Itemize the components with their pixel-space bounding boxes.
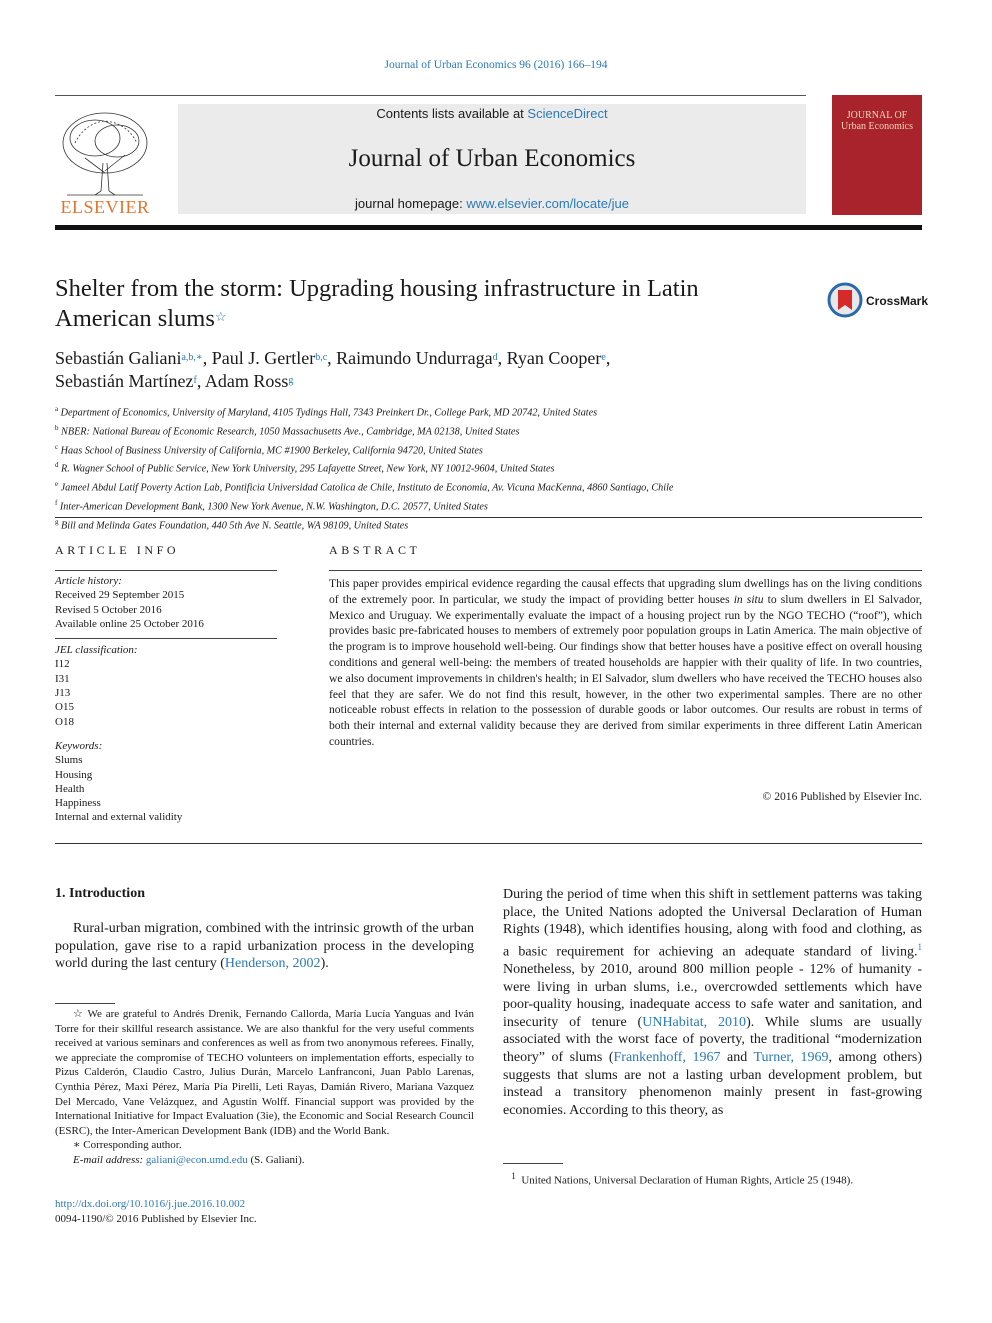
homepage-link[interactable]: www.elsevier.com/locate/jue	[466, 196, 629, 211]
jel-code: J13	[55, 687, 71, 700]
citation-link[interactable]: Turner, 1969	[753, 1050, 829, 1065]
author-name[interactable]: Raimundo Undurraga	[336, 348, 493, 368]
crossmark-icon[interactable]	[827, 282, 863, 318]
affiliation-key: e	[55, 480, 59, 489]
author-affiliation-mark[interactable]: g	[288, 375, 294, 386]
author-name[interactable]: Sebastián Galiani	[55, 348, 182, 368]
doi-block	[55, 1197, 257, 1226]
email-link[interactable]: galiani@econ.umd.edu	[145, 1153, 248, 1166]
footnote-rule	[503, 1163, 563, 1164]
journal-name: Journal of Urban Economics	[348, 145, 636, 172]
article-info-heading: ARTICLE INFO	[55, 543, 180, 557]
affiliation-text: R. Wagner School of Public Service, New York University, 295 Lafayette Street, New York, NY 10012-9604, United States	[61, 463, 555, 475]
affiliation-key: c	[55, 442, 59, 451]
affiliation-row	[55, 421, 925, 440]
keywords-label: Keywords:	[55, 739, 103, 752]
crossmark-label[interactable]: CrossMark	[866, 294, 929, 308]
author-affiliation-mark[interactable]: e	[601, 352, 606, 363]
author-affiliation-mark[interactable]: f	[193, 375, 197, 386]
affiliation-key: b	[55, 423, 59, 432]
homepage-line: journal homepage: www.elsevier.com/locate/jue	[355, 196, 629, 211]
divider	[55, 517, 922, 518]
publisher-logo: ELSEVIER	[60, 197, 150, 217]
affiliation-text: Department of Economics, University of Maryland, 4105 Tydings Hall, 7343 Preinkert Dr., College Park, MD 20742, United States	[60, 407, 598, 419]
affiliation-key: a	[55, 405, 59, 413]
sciencedirect-link[interactable]: ScienceDirect	[527, 106, 608, 121]
abstract-heading: ABSTRACT	[329, 543, 421, 557]
acknowledgement-footnote: ☆ We are grateful to Andrés Drenik, Fernando Callorda, María Lucía Yanguas and Iván Torre for their skillful research assistance. We are also thankful for the very useful comments received at various seminars and conferences as well as from two anonymous referees. Finally, we appreciate the compromise of TECHO volunteers on implementation efforts, especially to Pizus Calderón, Claudio Castro, Julius Durán, Marcelo Lanfranconi, Juan Pablo Larenas, Cynthia Pérez, Maxi Pérez, María Pía Pirelli, Leti Rayas, Damián Rivero, Mariana Vazquez Del Mercado, Vane Velázquez, and Agustín Wolff. Financial support was provided by the International Initiative for Impact Evaluation (3ie), the Economic and Social Research Council (ESRC), the Inter-American Development Bank (IDB) and the World Bank.	[55, 1008, 474, 1137]
affiliation-text: NBER: National Bureau of Economic Research, 1050 Massachusetts Ave., Cambridge, MA 02138, United States	[61, 426, 520, 438]
doi-link[interactable]: http://dx.doi.org/10.1016/j.jue.2016.10.002	[55, 1198, 246, 1210]
author-name[interactable]: Adam Ross	[204, 371, 289, 391]
affiliation-text: Jameel Abdul Latif Poverty Action Lab, Pontificia Universidad Catolica de Chile, Instituto de Economia, Av. Vicuna MacKenna, 4860 Santiago, Chile	[60, 482, 674, 494]
header-divider	[55, 95, 806, 96]
journal-cover-title: JOURNAL OF Urban Economics	[841, 110, 913, 132]
affiliation-key: d	[55, 461, 59, 470]
email-line: E-mail address: galiani@econ.umd.edu (S. Galiani).	[73, 1153, 305, 1166]
affiliation-text: Bill and Melinda Gates Foundation, 440 5th Ave N. Seattle, WA 98109, United States	[61, 520, 409, 532]
author-separator: ,	[196, 371, 205, 391]
history-item: Revised 5 October 2016	[55, 603, 162, 616]
corresponding-author-note: ∗ Corresponding author.	[73, 1139, 182, 1152]
footnote-1: $^1$ United Nations, Universal Declaration of Human Rights, Article 25 (1948).	[511, 1171, 854, 1187]
jel-code: I12	[55, 658, 70, 671]
author-separator: ,	[202, 348, 212, 368]
jel-list	[55, 657, 280, 728]
journal-citation[interactable]: Journal of Urban Economics 96 (2016) 166–194	[384, 59, 608, 71]
affiliation-row	[55, 440, 925, 459]
history-list	[55, 588, 280, 631]
author-separator: ,	[327, 348, 337, 368]
jel-code: O18	[55, 715, 74, 728]
citation-link[interactable]: UNHabitat, 2010	[642, 1014, 747, 1030]
affiliation-row	[55, 496, 925, 515]
history-item: Available online 25 October 2016	[55, 617, 204, 630]
affiliation-row	[55, 458, 925, 477]
author-list	[55, 347, 915, 393]
title-footnote-mark[interactable]: ☆	[214, 309, 227, 324]
divider	[55, 843, 922, 844]
article-info	[55, 574, 280, 825]
jel-code: O15	[55, 701, 74, 714]
abstract-text: This paper provides empirical evidence regarding the causal effects that upgrading slum dwellings has on the living conditions of the extremely poor. In particular, we study the impact of providing better houses in situ to slum dwellers in El Salvador, Mexico and Uruguay. We experimentally evaluate the impact of a housing project run by the NGO TECHO (“roof”), which provides basic pre-fabricated houses to members of extremely poor population groups in Latin America. The main objective of the program is to improve household well-being. Our findings show that better houses have a positive effect on overall housing conditions and general well-being: the members of treated households are happier with their quality of life. In two countries, we also document improvements in children's health; in El Salvador, slum dwellers who have received the TECHO houses also feel that they are safer. We do not find this result, however, in the other two experimental samples. There are no other noticeable robust effects in relation to the possession of durable goods or labor outcomes. Our results are robust in terms of both their internal and external validity because they are derived from similar experiments in three different Latin American countries.	[329, 577, 922, 748]
jel-label: JEL classification:	[55, 644, 138, 657]
history-label: Article history:	[55, 575, 122, 587]
footnote-rule	[55, 1003, 115, 1004]
section-heading: 1. Introduction	[55, 886, 145, 901]
author-separator: ,	[497, 348, 507, 368]
affiliation-key: g	[55, 517, 59, 526]
history-item: Received 29 September 2015	[55, 589, 185, 602]
article-title: Shelter from the storm: Upgrading housing infrastructure in Latin American slums☆	[55, 275, 699, 332]
affiliations	[55, 402, 925, 534]
author-name[interactable]: Ryan Cooper	[506, 348, 602, 368]
affiliation-key: f	[55, 498, 58, 507]
affiliation-row	[55, 477, 925, 496]
contents-line: Contents lists available at ScienceDirect	[376, 106, 608, 121]
affiliation-text: Haas School of Business University of California, MC #1900 Berkeley, California 94720, United States	[60, 444, 483, 456]
author-separator: ,	[605, 348, 611, 368]
citation-link[interactable]: Frankenhoff, 1967	[613, 1050, 721, 1065]
author-affiliation-mark[interactable]: a,b,∗	[181, 352, 203, 363]
keyword: Internal and external validity	[55, 811, 183, 824]
author-name[interactable]: Sebastián Martínez	[55, 371, 194, 391]
abstract-copyright: © 2016 Published by Elsevier Inc.	[762, 790, 922, 803]
keyword: Happiness	[55, 797, 101, 810]
author-affiliation-mark[interactable]: d	[492, 352, 498, 363]
keyword: Housing	[55, 768, 93, 781]
affiliation-text: Inter-American Development Bank, 1300 New York Avenue, N.W. Washington, D.C. 20577, United States	[59, 501, 488, 513]
keyword: Health	[55, 782, 85, 795]
title-footnote	[55, 1007, 474, 1168]
intro-paragraph: Rural-urban migration, combined with the intrinsic growth of the urban population, gave rise to a rapid urbanization process in the developing world during the last century (Henderson, 2002).	[55, 921, 474, 972]
author-name[interactable]: Paul J. Gertler	[211, 348, 316, 368]
divider	[329, 570, 922, 571]
header-thick-rule	[55, 225, 922, 230]
jel-code: I31	[55, 672, 70, 685]
footnote-ref[interactable]: 1	[917, 941, 922, 952]
author-affiliation-mark[interactable]: b,c	[315, 352, 328, 363]
issn-line: 0094-1190/© 2016 Published by Elsevier Inc.	[55, 1212, 257, 1225]
keyword: Slums	[55, 754, 83, 767]
citation-link[interactable]: Henderson, 2002	[224, 956, 321, 972]
keyword-list	[55, 753, 280, 824]
affiliation-row	[55, 402, 925, 421]
divider	[55, 570, 277, 571]
intro-paragraph-continued: During the period of time when this shift in settlement patterns was taking place, the United Nations adopted the Universal Declaration of Human Rights (1948), which identifies housing, along with food and clothing, as a basic requirement for achieving an adequate standard of living.$^1$ Nonetheless, by 2010, around 800 million people - 12% of humanity - were living in urban slums, i.e., overcrowded settlements which have poor-quality housing, inadequate access to safe water and sanitation, and insecurity of tenure (UNHabitat, 2010). While slums are usually associated with the worst face of poverty, the traditional “modernization theory” of slums (Frankenhoff, 1967 and Turner, 1969, among others) suggests that slums are not a lasting urban development problem, but instead a transitory phenomenon mainly present in fast-growing economies. According to this theory, as	[503, 887, 923, 1118]
